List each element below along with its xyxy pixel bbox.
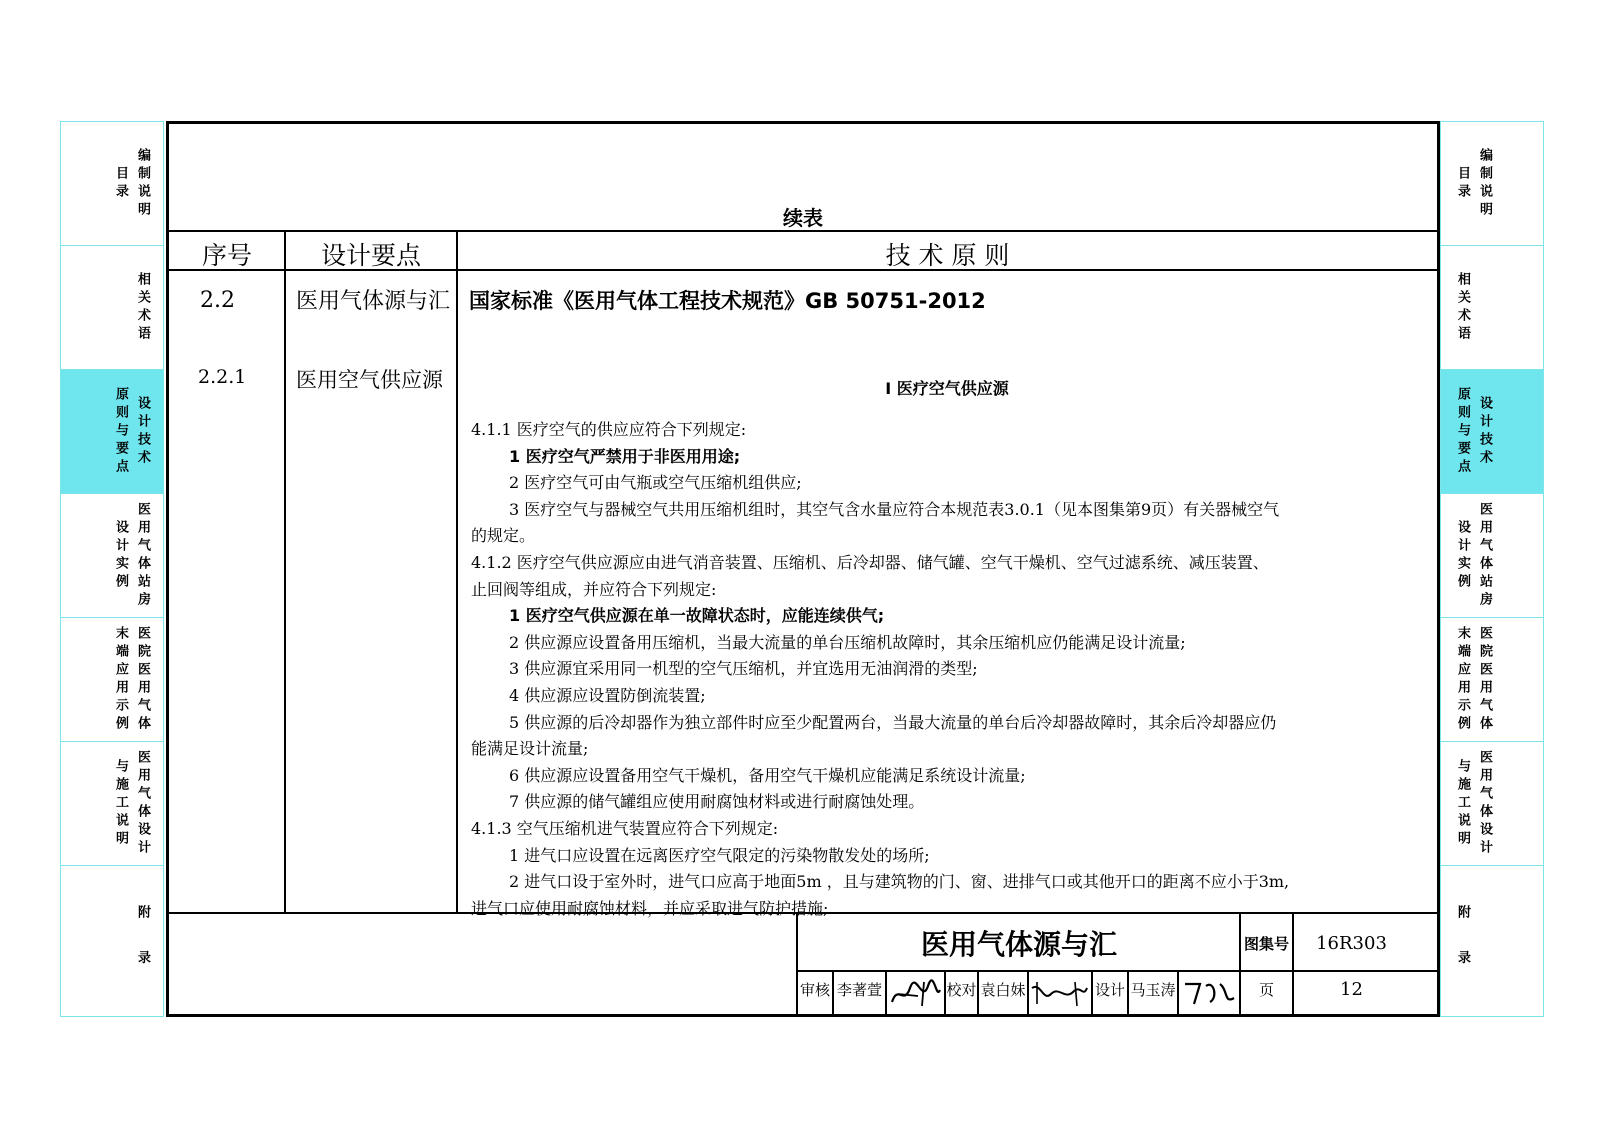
designer-name: 马玉涛 [1130,981,1176,999]
atlas-no: 16R303 [1316,933,1387,954]
nav-tab-label: 设计实例 [1455,519,1470,592]
nav-tab-label: 编制说明 [1477,147,1492,220]
title-block-top-rule [169,912,1437,914]
drawing-sheet [166,121,1440,1017]
nav-tab-terminal-examples[interactable] [1440,617,1544,742]
nav-tab-intro[interactable] [1440,121,1544,246]
clause-line: 3 供应源宜采用同一机型的空气压缩机，并宜选用无油润滑的类型; [509,659,978,679]
nav-tab-appendix[interactable] [1440,865,1544,1017]
nav-tab-label: 设计实例 [113,519,128,592]
row-seq: 2.2 [200,288,235,313]
standard-reference: 国家标准《医用气体工程技术规范》GB 50751-2012 [469,289,986,313]
nav-tab-label: 附 录 [1455,904,1470,978]
nav-tab-station-examples[interactable] [1440,493,1544,618]
checker-signature [1029,976,1089,1010]
nav-tab-label: 目录 [1455,165,1470,202]
right-nav [1440,121,1546,1017]
reviewer-name: 李著萱 [836,981,882,999]
nav-tab-design-principles[interactable] [60,369,164,494]
clause-line: 的规定。 [471,526,536,546]
nav-tab-terminal-examples[interactable] [60,617,164,742]
left-nav [60,121,166,1017]
page-number: 12 [1340,979,1363,1000]
nav-tab-label: 医用气体站房 [1477,501,1492,610]
nav-tab-design-construction[interactable] [60,741,164,866]
nav-tab-label: 编制说明 [135,147,150,220]
clause-list [471,417,1431,922]
section-heading: I 医疗空气供应源 [885,379,1009,398]
nav-tab-label: 相关术语 [1455,271,1470,344]
clause-line: 4.1.3 空气压缩机进气装置应符合下列规定: [471,818,779,838]
clause-line: 4.1.1 医疗空气的供应应符合下列规定: [471,420,747,439]
nav-tab-label: 医用气体设计 [135,749,150,858]
reviewer-signature [888,976,942,1010]
column-divider [284,230,286,912]
clause-line: 止回阀等组成，并应符合下列规定: [471,579,717,599]
page-label: 页 [1258,981,1274,999]
nav-tab-label: 原则与要点 [113,386,128,477]
nav-tab-label: 与施工说明 [1455,758,1470,849]
header-design-point: 设计要点 [320,241,421,270]
row-design-point: 医用气体源与汇 [296,289,451,314]
design-label: 设计 [1094,981,1125,999]
review-label: 审核 [799,981,830,999]
drawing-title: 医用气体源与汇 [920,928,1117,961]
clause-line: 4 供应源应设置防倒流装置; [509,685,706,705]
sig-divider [1177,970,1179,1014]
nav-tab-label: 医院医用气体 [135,625,150,734]
clause-line: 6 供应源应设置备用空气干燥机，备用空气干燥机应能满足系统设计流量; [509,765,1026,785]
nav-tab-terms[interactable] [60,245,164,370]
nav-tab-label: 相关术语 [135,271,150,344]
clause-line: 1 医疗空气供应源在单一故障状态时，应能连续供气; [509,606,885,626]
clause-line: 2 医疗空气可由气瓶或空气压缩机组供应; [509,473,802,493]
nav-tab-label: 末端应用示例 [113,625,128,734]
clause-line: 4.1.2 医疗空气供应源应由进气消音装置、压缩机、后冷却器、储气罐、空气干燥机、空气过滤系统、减压装置、 [471,552,1269,572]
sheet-title: 续表 [783,206,823,230]
nav-tab-label: 医用气体站房 [135,501,150,610]
nav-tab-label: 医用气体设计 [1477,749,1492,858]
nav-tab-label: 目录 [113,165,128,202]
nav-tab-label: 与施工说明 [113,758,128,849]
designer-signature [1180,976,1236,1010]
clause-line: 7 供应源的储气罐组应使用耐腐蚀材料或进行耐腐蚀处理。 [509,792,925,812]
title-block-mid-rule [796,970,1437,972]
nav-tab-label: 设计技术 [135,395,150,468]
checker-name: 袁白妹 [980,981,1026,999]
clause-line: 能满足设计流量; [471,739,589,759]
clause-line: 3 医疗空气与器械空气共用压缩机组时，其空气含水量应符合本规范表3.0.1（见本图集第9页）有关器械空气 [509,499,1280,519]
nav-tab-label: 医院医用气体 [1477,625,1492,734]
row-seq: 2.2.1 [198,366,247,388]
nav-tab-terms[interactable] [1440,245,1544,370]
sig-divider [885,970,887,1014]
nav-tab-label: 设计技术 [1477,395,1492,468]
header-technical-principle: 技 术 原 则 [885,241,1010,270]
clause-line: 1 医疗空气严禁用于非医用用途; [509,446,741,466]
column-divider [456,230,458,912]
clause-line: 2 进气口设于室外时，进气口应高于地面5m ，且与建筑物的门、窗、进排气口或其他开口的距离不应小于3m, [509,872,1290,892]
clause-line: 1 进气口应设置在远离医疗空气限定的污染物散发处的场所; [509,845,930,865]
nav-tab-appendix[interactable] [60,865,164,1017]
check-label: 校对 [946,981,977,999]
clause-line: 进气口应使用耐腐蚀材料，并应采取进气防护措施; [471,898,829,918]
row-design-point: 医用空气供应源 [296,368,443,392]
header-seq: 序号 [201,241,252,270]
nav-tab-label: 末端应用示例 [1455,625,1470,734]
table-top-rule [169,230,1437,232]
nav-tab-station-examples[interactable] [60,493,164,618]
nav-tab-intro[interactable] [60,121,164,246]
clause-line: 2 供应源应设置备用压缩机，当最大流量的单台压缩机故障时，其余压缩机应仍能满足设计流量; [509,632,1186,652]
nav-tab-label: 附 录 [135,904,150,978]
nav-tab-label: 原则与要点 [1455,386,1470,477]
nav-tab-design-construction[interactable] [1440,741,1544,866]
nav-tab-design-principles[interactable] [1440,369,1544,494]
atlas-no-label: 图集号 [1243,935,1289,953]
clause-line: 5 供应源的后冷却器作为独立部件时应至少配置两台，当最大流量的单台后冷却器故障时，其余后冷却器应仍 [509,712,1277,732]
